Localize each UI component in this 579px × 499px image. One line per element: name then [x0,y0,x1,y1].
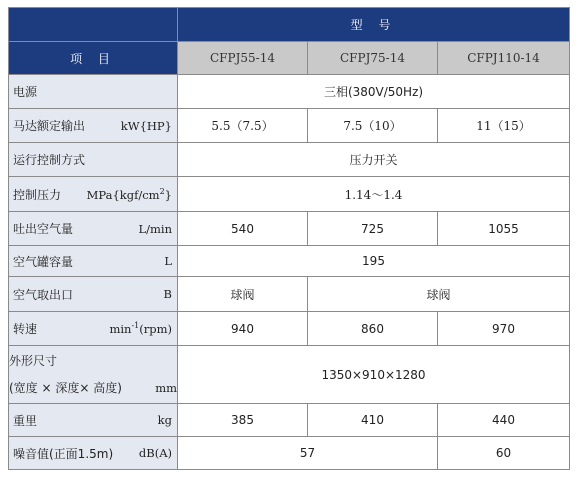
unit-suffix: (rpm) [139,321,172,336]
row-label [9,277,178,312]
row-label [9,75,178,109]
unit-superscript: 2 [159,186,165,196]
cell-value: 540 [178,212,308,246]
cell-value: 球阀 [308,277,570,312]
row-label [9,143,178,177]
row-tank [9,246,570,277]
cell-value: 725 [308,212,438,246]
row-weight [9,404,570,437]
unit-text [109,321,172,336]
unit-text: kg [157,413,172,427]
row-air-output [9,212,570,246]
label-text: 电源 [13,85,38,99]
cell-value: 385 [178,404,308,437]
cell-value: 410 [308,404,438,437]
control-pressure-value: 1.14～1.4 [178,177,570,212]
cell-value: 940 [178,312,308,346]
label-text: 重里 [13,413,38,428]
model-title: 型 号 [178,8,570,42]
row-label [9,212,178,246]
cell-value: 球阀 [178,277,308,312]
cell-value: 860 [308,312,438,346]
cell-value: 60 [438,437,570,470]
model-name: CFPJ110-14 [438,42,570,75]
row-label [9,109,178,143]
header-blank [9,8,178,42]
row-dimensions [9,346,570,404]
row-motor [9,109,570,143]
unit-superscript: -1 [131,321,140,331]
row-outlet [9,277,570,312]
row-control-pressure [9,177,570,212]
label-text: 转速 [13,322,38,336]
row-label [9,177,178,212]
row-label [9,246,178,277]
unit-text: B [163,287,172,301]
item-title: 项 目 [9,42,178,75]
unit-suffix: } [164,187,172,202]
label-text: 吐出空气量 [13,222,74,236]
label-text: 空气取出口 [13,287,74,302]
unit-text: dB(A) [138,446,172,460]
row-noise [9,437,570,470]
control-method-value: 压力开关 [178,143,570,177]
cell-value: 5.5（7.5） [178,109,308,143]
label-text: 外形尺寸 [9,353,58,368]
row-label [9,437,178,470]
unit-prefix: min [109,321,132,336]
row-power [9,75,570,109]
model-name: CFPJ75-14 [308,42,438,75]
power-value: 三相(380V/50Hz) [178,75,570,109]
spec-table [8,7,570,470]
row-label [9,312,178,346]
sub-label-text: (宽度 × 深度× 高度) [9,380,122,395]
cell-value: 440 [438,404,570,437]
row-speed [9,312,570,346]
cell-value: 57 [178,437,438,470]
cell-value: 1055 [438,212,570,246]
label-text: 控制压力 [13,187,62,202]
row-control-method [9,143,570,177]
unit-text: L/min [138,221,172,236]
unit-text: L [164,254,172,268]
row-label [9,404,178,437]
cell-value: 11（15） [438,109,570,143]
unit-prefix: MPa{kgf/cm [86,187,160,202]
label-text: 空气罐容量 [13,254,74,269]
unit-text [87,187,172,202]
unit-text: mm [155,380,177,395]
tank-value: 195 [178,246,570,277]
row-label [9,346,178,404]
dimensions-value: 1350×910×1280 [178,346,570,404]
label-text: 马达额定输出 [13,119,86,133]
label-text: 噪音值(正面1.5m) [13,446,114,461]
label-text: 运行控制方式 [13,153,86,167]
model-name: CFPJ55-14 [178,42,308,75]
header-row-model [9,8,570,42]
cell-value: 7.5（10） [308,109,438,143]
cell-value: 970 [438,312,570,346]
unit-text: kW{HP} [120,118,172,133]
header-row-items [9,42,570,75]
